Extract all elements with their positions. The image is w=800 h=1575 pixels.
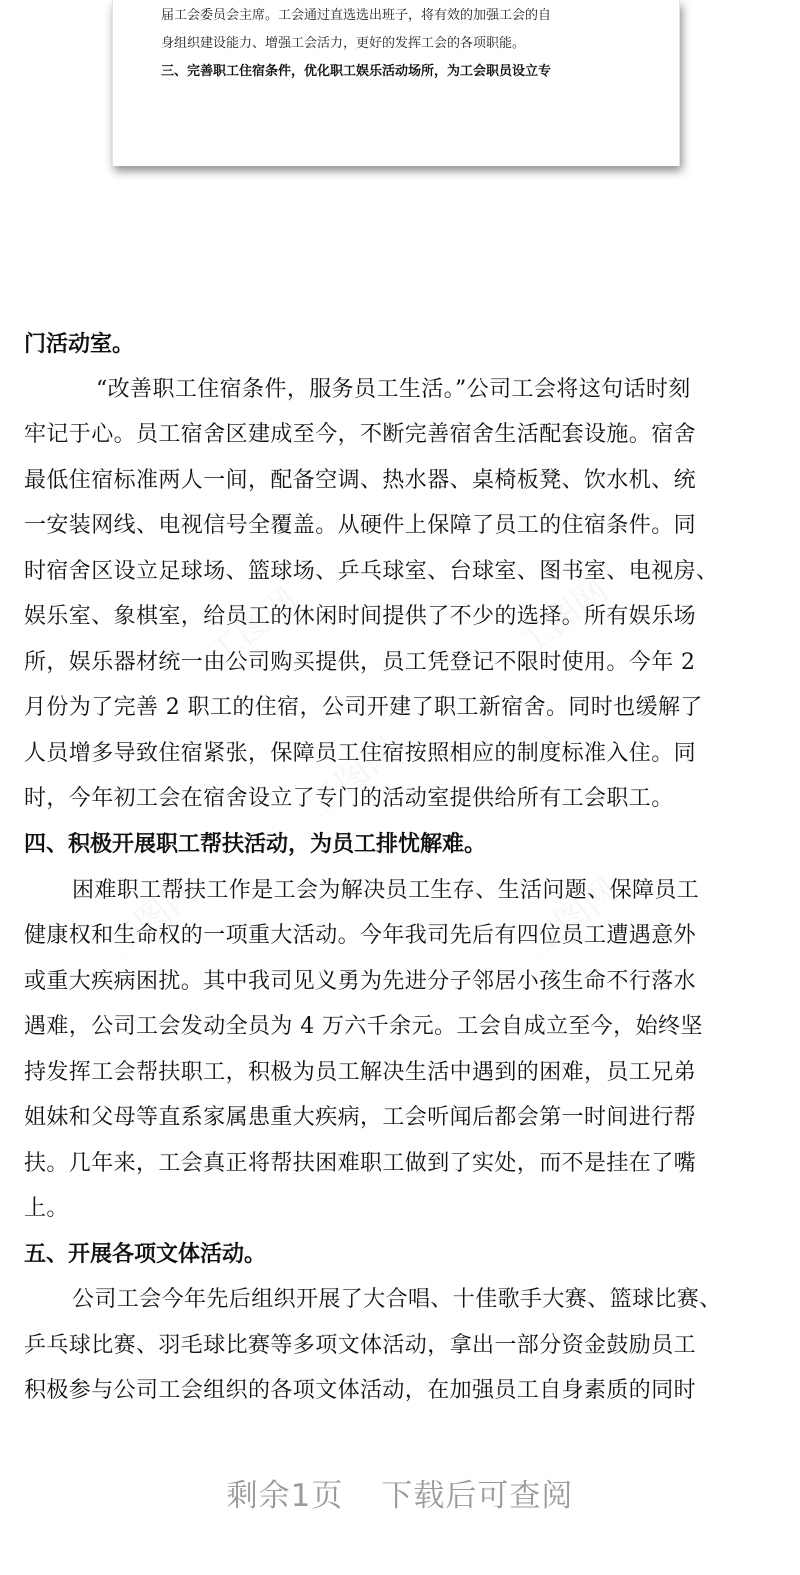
paragraph-continuation: 门活动室。 <box>24 332 135 357</box>
card-line-2: 身组织建设能力、增强工会活力，更好的发挥工会的各项职能。 <box>161 36 526 51</box>
text-line: 娱乐室、象棋室，给员工的休闲时间提供了不少的选择。所有娱乐场 <box>24 604 697 629</box>
section-heading-5: 五、开展各项文体活动。 <box>24 1242 267 1267</box>
previous-page-card <box>112 0 680 166</box>
text-line: 牢记于心。员工宿舍区建成至今，不断完善宿舍生活配套设施。宿舍 <box>24 422 697 447</box>
text-line: 遇难，公司工会发动全员为 4 万六千余元。工会自成立至今，始终坚 <box>24 1014 703 1039</box>
section-heading-4: 四、积极开展职工帮扶活动，为员工排忧解难。 <box>24 832 487 857</box>
remaining-pages-label: 剩余1页 <box>226 1478 344 1514</box>
text-line: 时，今年初工会在宿舍设立了专门的活动室提供给所有工会职工。 <box>24 786 674 811</box>
text-line: 姐妹和父母等直系家属患重大疾病，工会听闻后都会第一时间进行帮 <box>24 1105 697 1130</box>
text-line: “改善职工住宿条件，服务员工生活。”公司工会将这句话时刻 <box>96 377 691 402</box>
text-line: 上。 <box>24 1196 69 1221</box>
text-line: 扶。几年来，工会真正将帮扶困难职工做到了实处，而不是挂在了嘴 <box>24 1151 697 1176</box>
card-line-1: 届工会委员会主席。工会通过直选选出班子，将有效的加强工会的自 <box>161 8 552 23</box>
remaining-pages-notice[interactable] <box>0 1470 800 1515</box>
text-line: 持发挥工会帮扶职工，积极为员工解决生活中遇到的困难，员工兄弟 <box>24 1060 697 1085</box>
text-line: 一安装网线、电视信号全覆盖。从硬件上保障了员工的住宿条件。同 <box>24 513 697 538</box>
text-line: 最低住宿标准两人一间，配备空调、热水器、桌椅板凳、饮水机、统 <box>24 468 697 493</box>
text-line: 所，娱乐器材统一由公司购买提供，员工凭登记不限时使用。今年 2 <box>24 650 696 675</box>
text-line: 时宿舍区设立足球场、篮球场、乒乓球室、台球室、图书室、电视房、 <box>24 559 719 584</box>
text-line: 公司工会今年先后组织开展了大合唱、十佳歌手大赛、篮球比赛、 <box>72 1287 722 1312</box>
text-line: 月份为了完善 2 职工的住宿，公司开建了职工新宿舍。同时也缓解了 <box>24 695 703 720</box>
text-line: 乒乓球比赛、羽毛球比赛等多项文体活动，拿出一部分资金鼓励员工 <box>24 1333 697 1358</box>
card-line-3: 三、完善职工住宿条件，优化职工娱乐活动场所，为工会职员设立专 <box>161 64 552 79</box>
download-to-read-label: 下载后可查阅 <box>381 1478 574 1514</box>
text-line: 人员增多导致住宿紧张，保障员工住宿按照相应的制度标准入住。同 <box>24 741 697 766</box>
text-line: 健康权和生命权的一项重大活动。今年我司先后有四位员工遭遇意外 <box>24 923 697 948</box>
text-line: 困难职工帮扶工作是工会为解决员工生存、生活问题、保障员工 <box>72 878 700 903</box>
text-line: 积极参与公司工会组织的各项文体活动，在加强员工自身素质的同时 <box>24 1378 697 1403</box>
text-line: 或重大疾病困扰。其中我司见义勇为先进分子邻居小孩生命不行落水 <box>24 969 697 994</box>
